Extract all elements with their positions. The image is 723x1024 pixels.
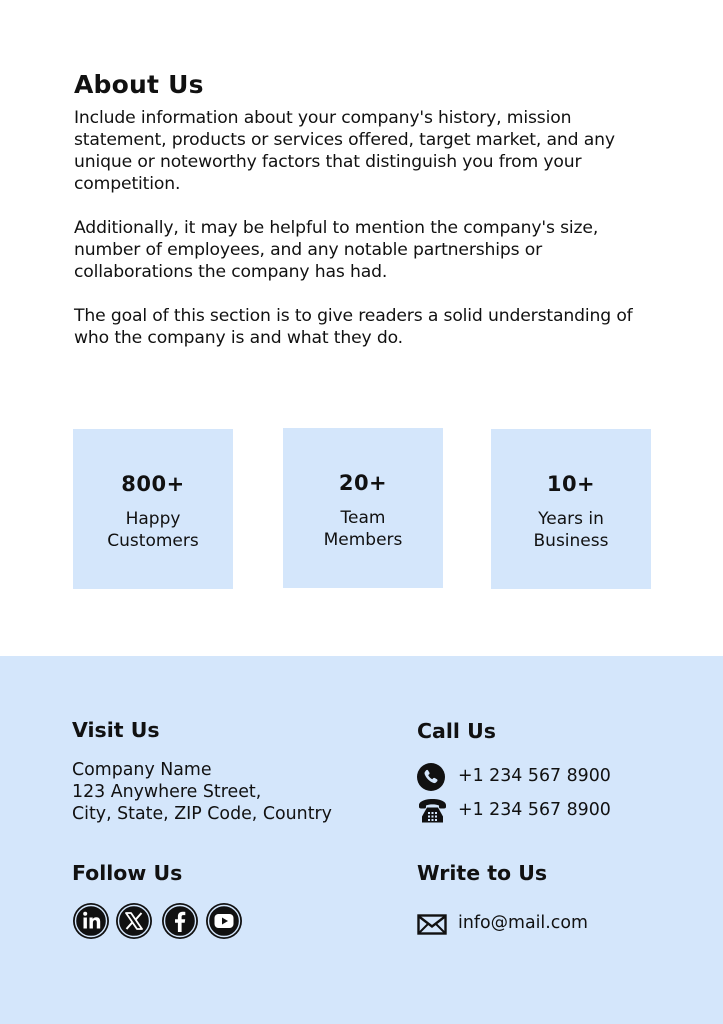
facebook-icon <box>162 903 198 939</box>
about-paragraph-2: Additionally, it may be helpful to mention the company's size, number of employees, and any notable partnerships or collaborations the company has had. <box>74 218 599 282</box>
address-city: City, State, ZIP Code, Country <box>72 804 332 824</box>
stat-value: 800+ <box>121 472 185 496</box>
about-paragraph-3: The goal of this section is to give readers a solid understanding of who the company is and what they do. <box>74 306 633 348</box>
stat-card-team <box>283 428 443 588</box>
address-company: Company Name <box>72 760 212 780</box>
call-us-heading: Call Us <box>417 719 496 743</box>
about-paragraph-1: Include information about your company's history, mission statement, products or services offered, target market, and any unique or noteworthy factors that distinguish you from your competition. <box>74 108 615 194</box>
phone-number-landline[interactable]: +1 234 567 8900 <box>458 800 611 820</box>
address-block <box>72 759 332 825</box>
telephone-icon <box>417 797 448 824</box>
stat-label: Happy Customers <box>107 509 199 551</box>
phone-number-mobile[interactable]: +1 234 567 8900 <box>458 766 611 786</box>
stat-card-customers <box>73 429 233 589</box>
stat-value: 10+ <box>546 472 596 496</box>
email-link[interactable]: info@mail.com <box>458 913 588 933</box>
stat-value: 20+ <box>338 471 388 495</box>
visit-us-heading: Visit Us <box>72 718 160 742</box>
mail-icon <box>417 914 447 935</box>
write-to-us-heading: Write to Us <box>417 861 548 885</box>
phone-icon <box>417 763 445 791</box>
linkedin-icon <box>73 903 109 939</box>
stat-label: Team Members <box>323 508 403 550</box>
stat-card-years <box>491 429 651 589</box>
follow-us-heading: Follow Us <box>72 861 183 885</box>
stat-label: Years in Business <box>533 509 609 551</box>
youtube-link[interactable] <box>206 903 242 939</box>
x-link[interactable] <box>116 903 152 939</box>
linkedin-link[interactable] <box>73 903 109 939</box>
contact-footer <box>0 656 723 1024</box>
about-section <box>74 70 664 371</box>
facebook-link[interactable] <box>162 903 198 939</box>
x-icon <box>116 903 152 939</box>
address-street: 123 Anywhere Street, <box>72 782 262 802</box>
youtube-icon <box>206 903 242 939</box>
about-title: About Us <box>74 70 204 99</box>
